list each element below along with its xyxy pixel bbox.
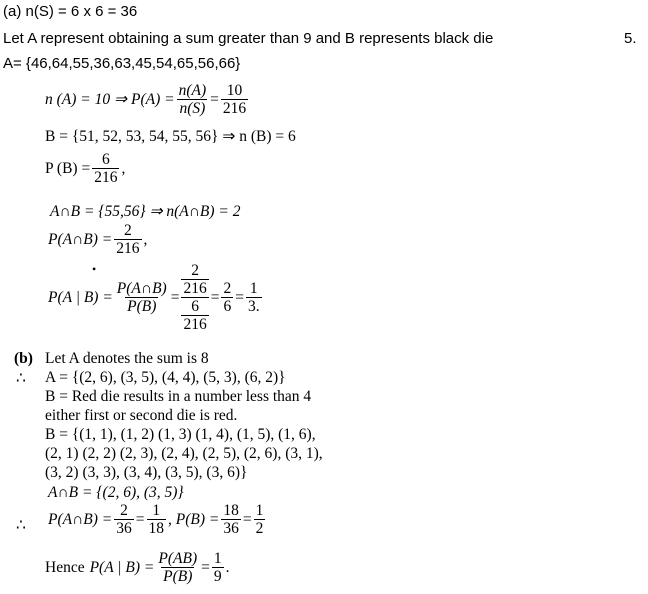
part-b-PAB-fraction-2 (147, 502, 167, 537)
final-den: P(B) (163, 568, 193, 585)
part-b-PB-num-1: 18 (223, 502, 239, 519)
part-b-set-A: A = {(2, 6), (3, 5), (4, 4), (5, 3), (6, 2)} (45, 369, 286, 386)
cond-num-2: 2 (223, 280, 232, 297)
PAB-fraction (114, 222, 141, 257)
part-b-B-set-2: (2, 1) (2, 2) (2, 3), (2, 4), (2, 5), (2, 6), (3, 1), (45, 445, 323, 462)
PA-den-1: n(S) (179, 100, 206, 117)
equals-sign: = (235, 288, 244, 306)
part-a-line1: (a) n(S) = 6 x 6 = 36 (3, 3, 138, 20)
compound-den-top: 6 (191, 298, 199, 315)
compound-numerator (181, 262, 208, 297)
final-period: . (225, 558, 230, 576)
PB-den: 216 (94, 169, 118, 186)
cond-num-3: 1 (249, 280, 258, 297)
PB-fraction (92, 151, 119, 186)
PAB-num: 2 (124, 222, 132, 239)
therefore-symbol: ∴ (16, 370, 26, 387)
compound-denominator (181, 298, 208, 333)
cond-den-3: 3. (247, 298, 260, 315)
part-b-PB-lhs: , P(B) = (168, 510, 220, 528)
stray-mark: • (92, 262, 97, 276)
hence-label: Hence (45, 558, 85, 576)
part-b-label: (b) (14, 350, 33, 367)
part-a-statement: Let A represent obtaining a sum greater than 9 and B represents black die (3, 30, 494, 47)
final-fraction-1 (156, 550, 199, 585)
cond-fraction-3 (246, 280, 262, 315)
part-b-PAB-den-2: 18 (148, 520, 165, 537)
compound-num-bot: 216 (183, 280, 207, 297)
part-b-PB-num-2: 1 (255, 502, 264, 519)
part-b-PAB-den-1: 36 (116, 520, 132, 537)
equals-sign: = (201, 558, 210, 576)
set-A-intersect-B: A∩B = {55,56} ⇒ n(A∩B) = 2 (50, 203, 241, 220)
part-b-final-equation (45, 550, 230, 585)
marks-label: 5. (624, 30, 637, 47)
PA-equation (45, 82, 250, 117)
equals-sign: = (210, 288, 220, 306)
part-b-PB-fraction-2 (254, 502, 266, 537)
set-B: B = {51, 52, 53, 54, 55, 56} ⇒ n (B) = 6 (45, 128, 296, 145)
PA-num-2: 10 (226, 82, 243, 99)
compound-fraction (181, 262, 208, 333)
part-b-B-def-1: B = Red die results in a number less than 4 (45, 388, 312, 405)
part-b-PAB-num-2: 1 (152, 502, 161, 519)
final-fraction-2 (212, 550, 224, 585)
part-b-PB-den-2: 2 (255, 520, 264, 537)
PB-equation (45, 151, 125, 186)
part-b-line1: Let A denotes the sum is 8 (45, 350, 209, 367)
PA-lhs: P(A) = (131, 90, 175, 108)
PAB-lhs: P(A∩B) = (48, 230, 113, 248)
conditional-equation (48, 262, 264, 333)
equals-sign: = (242, 510, 252, 528)
PA-num-1: n(A) (178, 82, 207, 99)
cond-den: P(B) (127, 298, 157, 315)
part-b-A-intersect-B: A∩B = {(2, 6), (3, 5)} (48, 484, 184, 501)
equals-sign: = (135, 510, 145, 528)
PA-fraction-2 (221, 82, 248, 117)
compound-den-bot: 216 (183, 316, 207, 333)
comma: , (121, 159, 126, 177)
part-b-PAB-lhs: P(A∩B) = (48, 510, 113, 528)
comma: , (143, 230, 148, 248)
cond-fraction-1 (115, 280, 169, 315)
PAB-den: 216 (116, 240, 140, 257)
PA-fraction-1 (177, 82, 209, 117)
cond-fraction-2 (221, 280, 233, 315)
part-b-B-set-1: B = {(1, 1), (1, 2) (1, 3) (1, 4), (1, 5), (1, 6), (45, 426, 316, 443)
compound-num-top: 2 (191, 262, 199, 279)
PAB-equation (48, 222, 147, 257)
final-den-2: 9 (213, 568, 222, 585)
part-b-PB-den-1: 36 (223, 520, 239, 537)
nA-lhs: n (A) = 10 ⇒ (45, 91, 127, 108)
equals-sign: = (170, 288, 180, 306)
part-b-B-set-3: (3, 2) (3, 3), (3, 4), (3, 5), (3, 6)} (45, 464, 248, 481)
final-lhs: P(A | B) = (89, 558, 155, 576)
cond-lhs: P(A | B) = (48, 288, 113, 306)
part-b-B-def-2: either first or second die is red. (45, 407, 238, 424)
part-b-PAB-num-1: 2 (120, 502, 128, 519)
equals-sign: = (210, 90, 219, 108)
PB-lhs: P (B) = (45, 159, 91, 177)
cond-num: P(A∩B) (116, 280, 167, 297)
part-b-prob-equation (48, 502, 267, 537)
part-b-PB-fraction-1 (221, 502, 241, 537)
cond-den-2: 6 (223, 298, 232, 315)
set-A: A= {46,64,55,36,63,45,54,65,56,66} (3, 55, 241, 72)
part-b-PAB-fraction-1 (114, 502, 134, 537)
final-num: P(AB) (158, 550, 198, 567)
PA-den-2: 216 (222, 100, 247, 117)
final-num-2: 1 (213, 550, 222, 567)
therefore-symbol-2: ∴ (16, 517, 26, 534)
PB-num: 6 (101, 151, 110, 168)
